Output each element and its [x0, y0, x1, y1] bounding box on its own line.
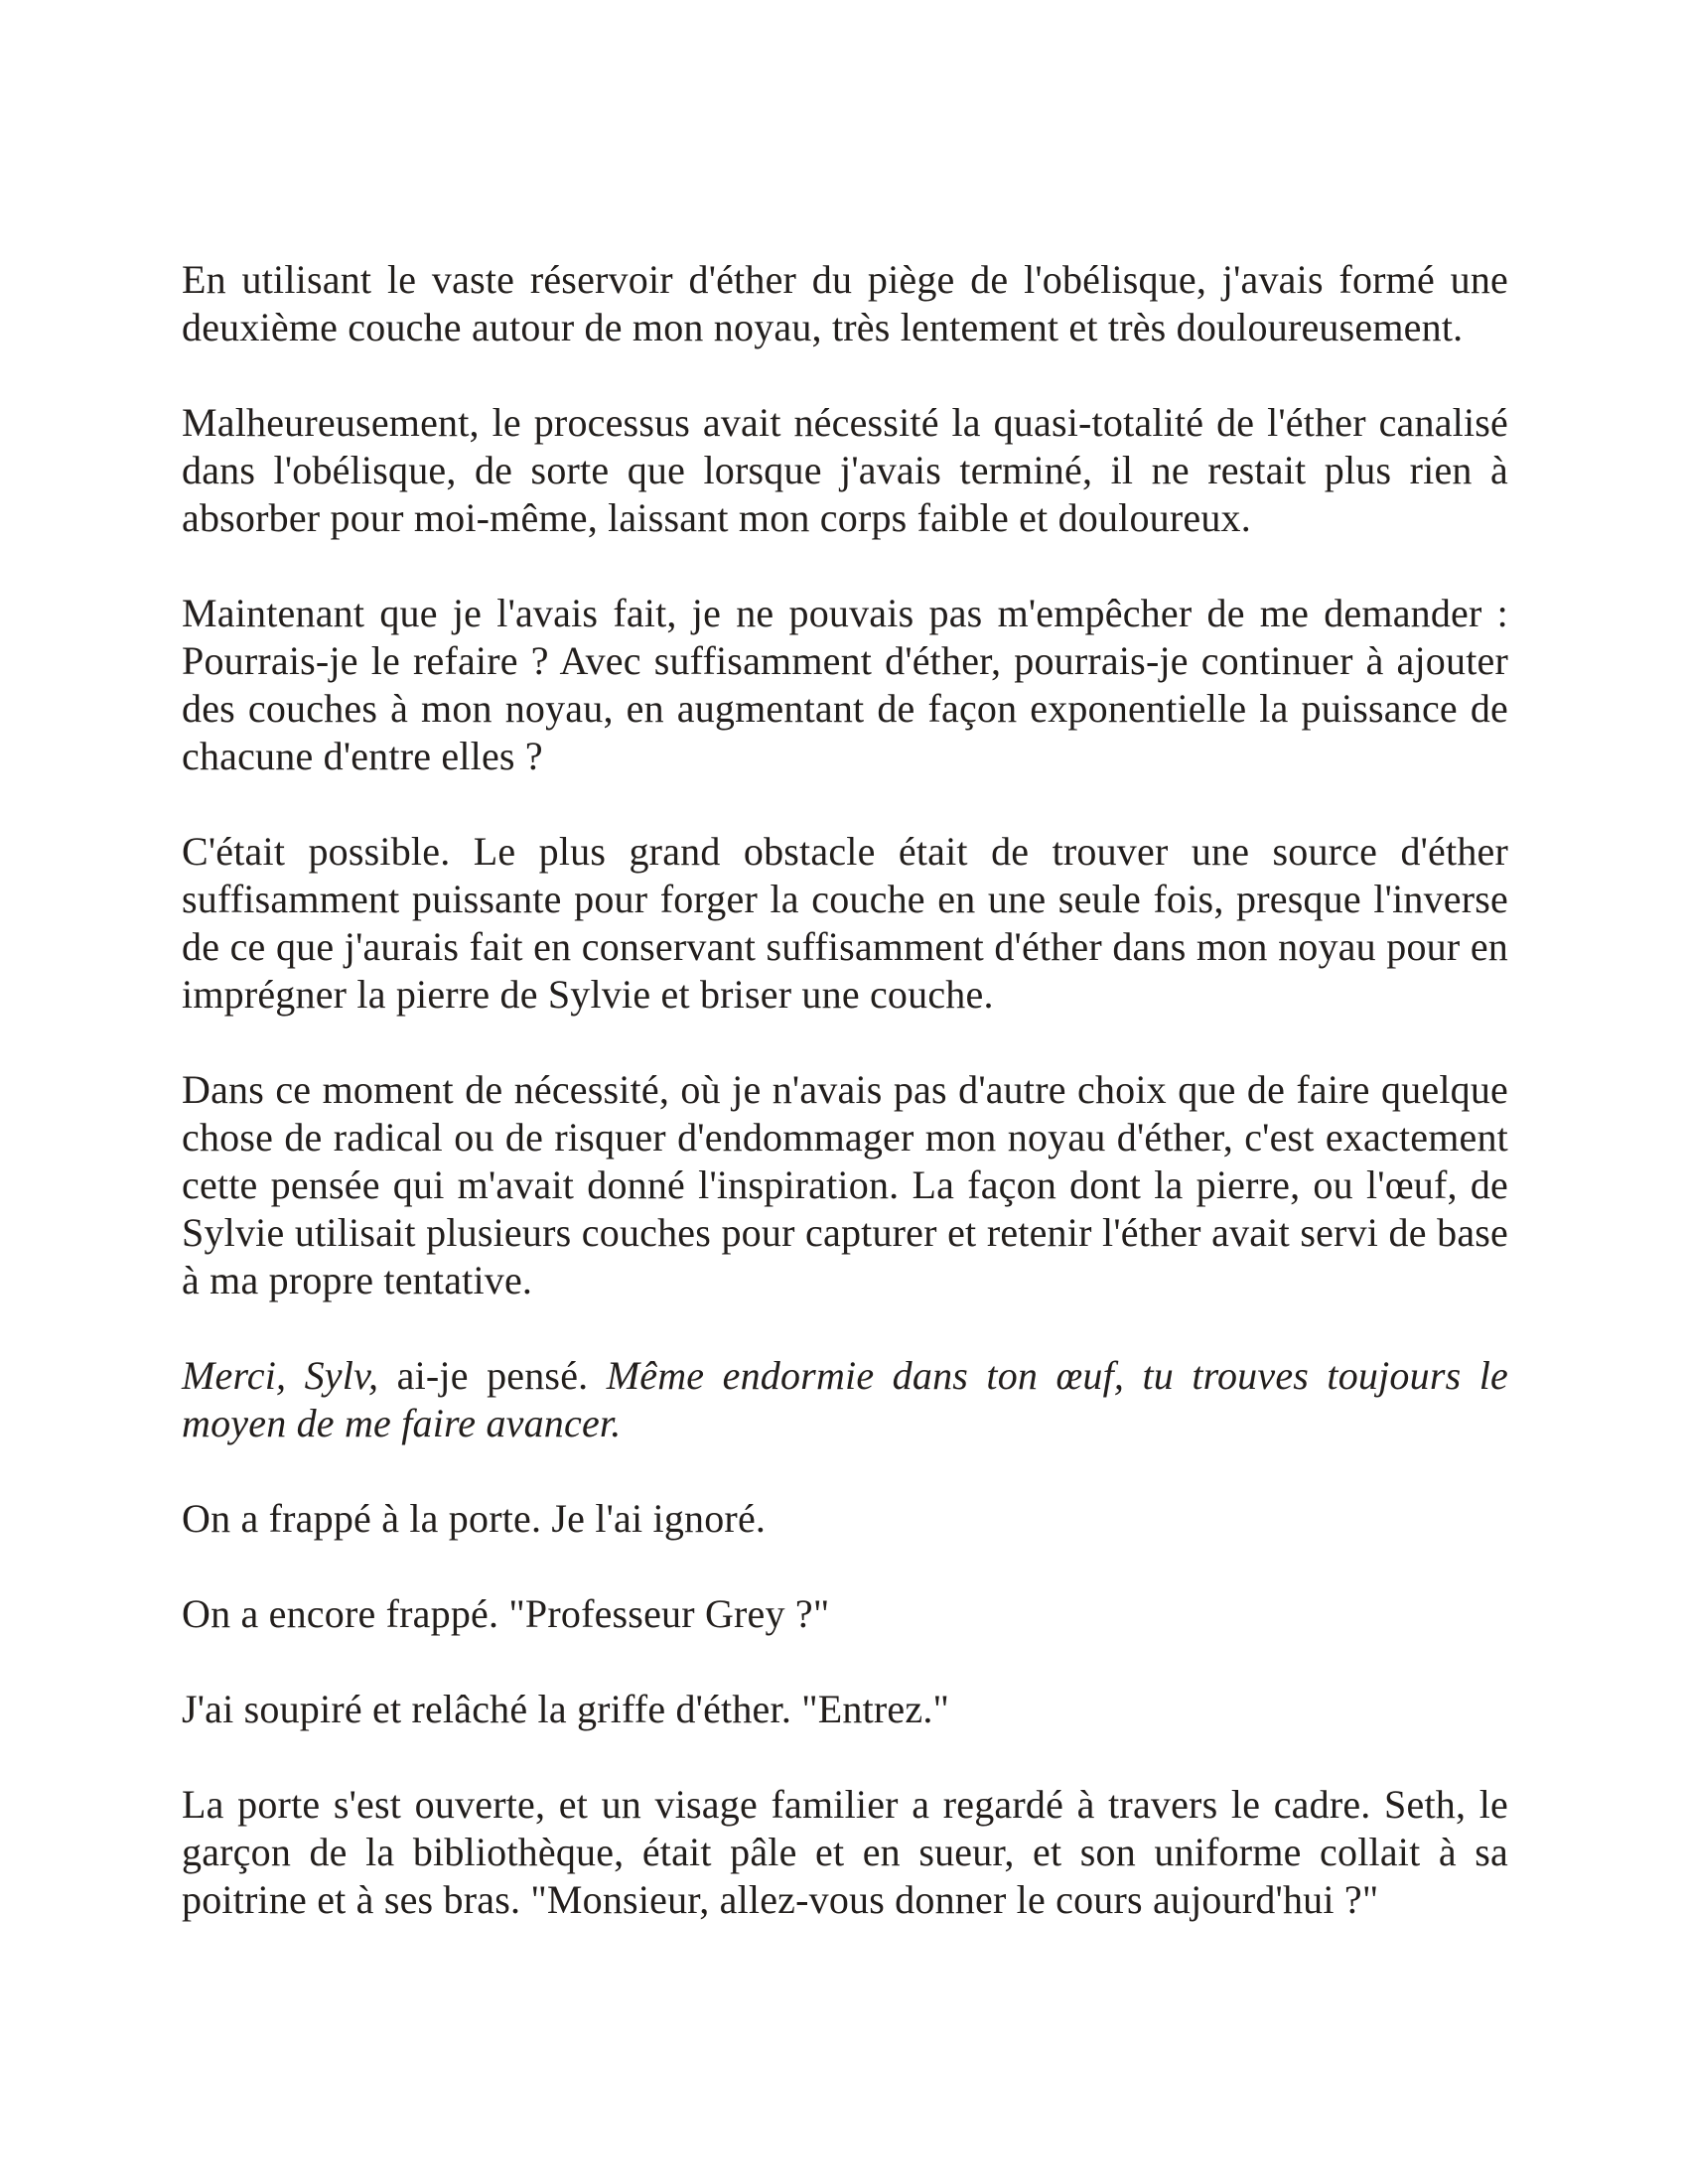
paragraph	[182, 1686, 1508, 1733]
text-segment: On a encore frappé. "Professeur Grey ?"	[182, 1591, 830, 1636]
text-segment: La porte s'est ouverte, et un visage familier a regardé à travers le cadre. Seth, le garçon de la bibliothèque, était pâle et en sueur, et son uniforme collait à sa poitrine et à ses bras. "Monsieur, allez-vous donner le cours aujourd'hui ?"	[182, 1782, 1508, 1922]
paragraph	[182, 256, 1508, 351]
text-segment: ai-je pensé.	[378, 1353, 607, 1398]
text-segment: J'ai soupiré et relâché la griffe d'éther. "Entrez."	[182, 1687, 950, 1731]
text-segment: C'était possible. Le plus grand obstacle était de trouver une source d'éther suffisamment puissante pour forger la couche en une seule fois, presque l'inverse de ce que j'aurais fait en conservant suffisamment d'éther dans mon noyau pour en imprégner la pierre de Sylvie et briser une couche.	[182, 829, 1508, 1017]
page-text	[182, 256, 1508, 1924]
paragraph	[182, 590, 1508, 780]
paragraph	[182, 399, 1508, 542]
paragraph	[182, 828, 1508, 1019]
paragraph	[182, 1352, 1508, 1447]
text-segment: Dans ce moment de nécessité, où je n'avais pas d'autre choix que de faire quelque chose de radical ou de risquer d'endommager mon noyau d'éther, c'est exactement cette pensée qui m'avait donné l'inspiration. La façon dont la pierre, ou l'œuf, de Sylvie utilisait plusieurs couches pour capturer et retenir l'éther avait servi de base à ma propre tentative.	[182, 1067, 1508, 1302]
paragraph	[182, 1781, 1508, 1924]
italic-text-segment: Même endormie dans ton œuf, tu trouves toujours le moyen de me faire avancer.	[182, 1353, 1509, 1445]
text-segment: On a frappé à la porte. Je l'ai ignoré.	[182, 1496, 767, 1541]
paragraph	[182, 1590, 1508, 1638]
text-segment: Maintenant que je l'avais fait, je ne pouvais pas m'empêcher de me demander : Pourrais-je le refaire ? Avec suffisamment d'éther, pourrais-je continuer à ajouter des couches à mon noyau, en augmentant de façon exponentielle la puissance de chacune d'entre elles ?	[182, 591, 1508, 778]
text-segment: Malheureusement, le processus avait nécessité la quasi-totalité de l'éther canalisé dans l'obélisque, de sorte que lorsque j'avais terminé, il ne restait plus rien à absorber pour moi-même, laissant mon corps faible et douloureux.	[182, 400, 1508, 540]
paragraph	[182, 1495, 1508, 1543]
italic-text-segment: Merci, Sylv,	[182, 1353, 379, 1398]
paragraph	[182, 1066, 1508, 1304]
text-segment: En utilisant le vaste réservoir d'éther du piège de l'obélisque, j'avais formé une deuxième couche autour de mon noyau, très lentement et très douloureusement.	[182, 257, 1508, 349]
